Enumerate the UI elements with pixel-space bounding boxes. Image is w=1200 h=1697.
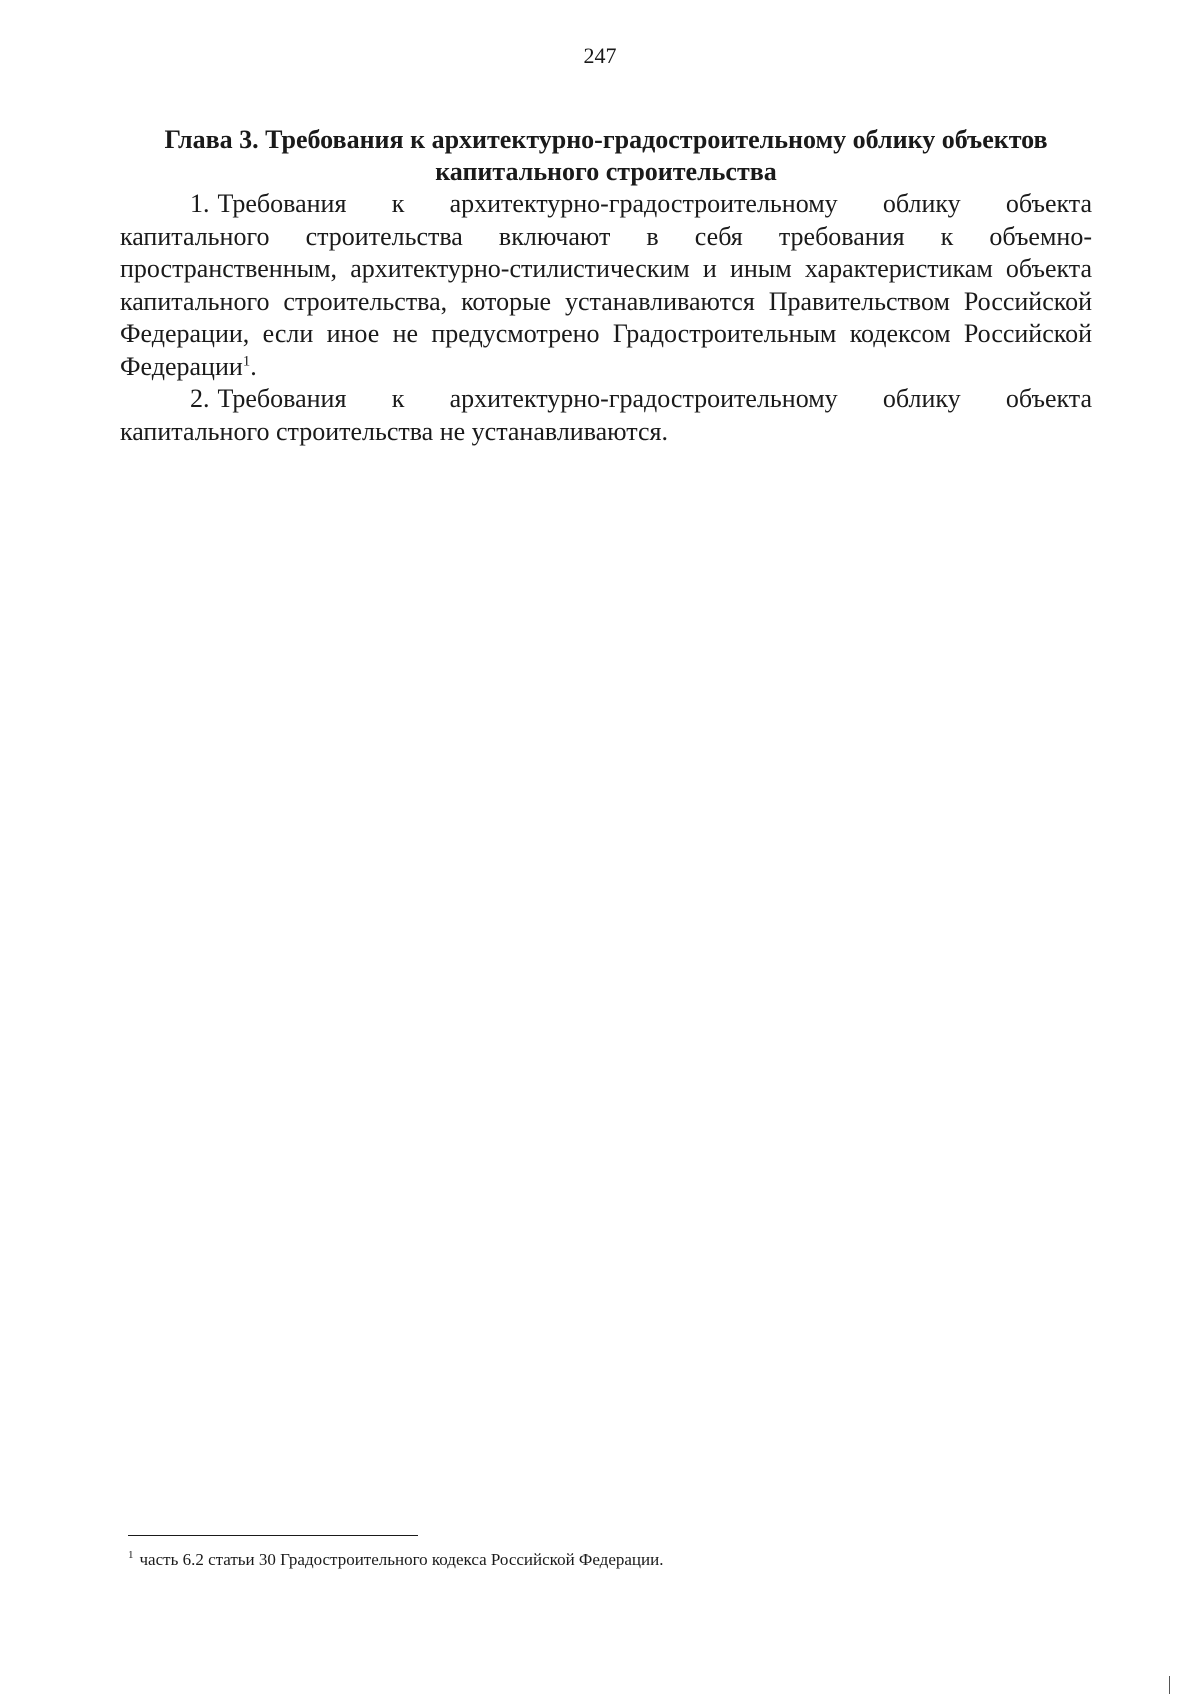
document-body: [120, 124, 1092, 448]
paragraph-end-punctuation: .: [250, 351, 257, 381]
paragraph-number: 2.: [190, 384, 210, 413]
footnote-mark: 1: [128, 1549, 134, 1562]
footnote-text: часть 6.2 статьи 30 Градостроительного кодекса Российской Федерации.: [139, 1550, 664, 1569]
footnote-1: [128, 1549, 1088, 1571]
paragraph-2: [120, 383, 1092, 448]
paragraph-1: [120, 188, 1092, 383]
chapter-title: Глава 3. Требования к архитектурно-градостроительному облику объектов капитального строительства: [164, 125, 1048, 186]
scan-edge-mark: [1169, 1676, 1170, 1694]
paragraph-number: 1.: [190, 189, 210, 218]
paragraph-text: Требования к архитектурно-градостроительному облику объекта капитального строительства включают в себя требования к объемно-пространственным, архитектурно-стилистическим и иным характеристикам объекта капитального строительства, которые устанавливаются Правительством Российской Федерации, если иное не предусмотрено Градостроительным кодексом Российской Федерации: [120, 189, 1092, 381]
footnote-reference[interactable]: 1: [242, 352, 251, 369]
paragraph-text: Требования к архитектурно-градостроительному облику объекта капитального строительства не устанавливаются.: [120, 384, 1092, 446]
footnote-separator: [128, 1535, 418, 1536]
page-number: 247: [583, 43, 617, 68]
